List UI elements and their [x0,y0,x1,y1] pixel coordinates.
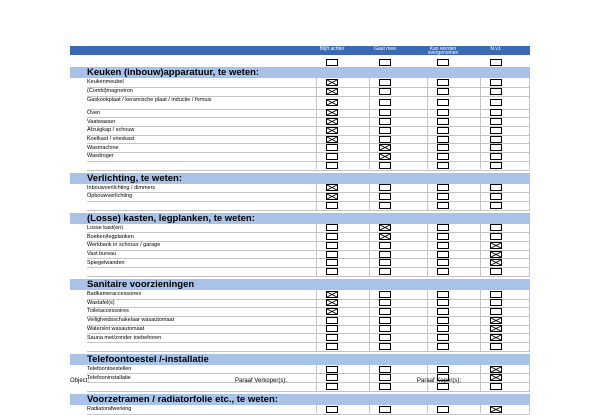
item-label: Wastafel(s) [87,299,115,306]
item-label: Telefoontoestellen [87,365,132,372]
checkbox-unchecked[interactable] [379,299,391,306]
item-label: Boeken/legplanken [87,233,134,240]
item-label: Spiegelwanden [87,259,125,266]
row-divider [87,342,530,343]
section-title: Keuken (inbouw)apparatuur, te weten: [87,67,260,79]
checkbox-unchecked[interactable] [326,383,338,390]
column-divider [427,405,428,414]
row-divider [87,299,530,300]
item-label: Afzuigkap / schouw [87,127,135,134]
footer-buyer-initials-label: Paraaf Koper(s): [417,378,462,384]
checkbox-unchecked[interactable] [379,366,391,373]
column-divider [480,405,481,414]
x-mark-icon [327,110,337,115]
checkbox-checked[interactable] [490,374,502,381]
checkbox-unchecked[interactable] [326,224,338,231]
item-label: Wasmachine [87,144,119,151]
x-mark-icon [380,225,390,230]
checkbox-unchecked[interactable] [437,233,449,240]
column-divider [316,290,317,351]
x-mark-icon [327,194,337,199]
checkbox-unchecked[interactable] [379,79,391,86]
checkbox-unchecked[interactable] [437,259,449,266]
item-label: Vaatwasser [87,118,116,125]
checkbox-unchecked[interactable] [490,268,502,275]
x-mark-icon [327,309,337,314]
column-divider [427,290,428,351]
row-divider [87,192,530,193]
checkbox-unchecked[interactable] [437,291,449,298]
checkbox-checked[interactable] [490,251,502,258]
checkbox-unchecked[interactable] [437,299,449,306]
checkbox-unchecked[interactable] [490,308,502,315]
checkbox-unchecked[interactable] [379,136,391,143]
checkbox-checked[interactable] [326,79,338,86]
checkbox-checked[interactable] [379,153,391,160]
item-label: Toiletaccessoires [87,308,129,315]
section-title: (Losse) kasten, legplanken, te weten: [87,212,255,224]
checkbox-unchecked[interactable] [379,374,391,381]
column-divider [480,365,481,391]
checkbox-unchecked[interactable] [437,334,449,341]
item-label: (Combi)magnetron [87,88,133,95]
row-divider [87,276,530,277]
checkbox-unchecked[interactable] [379,118,391,125]
column-header-4: N.v.t. [490,46,502,52]
checkbox-unchecked[interactable] [326,259,338,266]
checkbox-unchecked[interactable] [437,343,449,350]
checkbox-unchecked[interactable] [326,202,338,209]
checkbox-unchecked[interactable] [379,268,391,275]
checkbox-checked[interactable] [326,118,338,125]
checkbox-unchecked[interactable] [437,366,449,373]
column-divider [529,184,530,210]
item-label: Veiligheidsschakelaar wasautomaat [87,317,175,324]
checkbox-unchecked[interactable] [437,79,449,86]
row-divider [87,143,530,144]
checkbox-unchecked[interactable] [437,88,449,95]
x-mark-icon [327,137,337,142]
column-divider [369,405,370,414]
checkbox-unchecked[interactable] [490,383,502,390]
row-divider [87,391,530,392]
x-mark-icon [380,234,390,239]
row-divider [87,152,530,153]
checkbox-checked[interactable] [379,224,391,231]
checkbox-unchecked[interactable] [379,406,391,413]
checkbox-unchecked[interactable] [437,99,449,106]
item-label: Waterslot wasautomaat [87,325,145,332]
footer-object-label: Object: [70,378,90,384]
item-label: Koelkast / vrieskast [87,135,135,142]
column-divider [529,290,530,351]
item-label: Gaskookplaat / keramische plaat / inductie / fornuis [87,96,212,103]
row-divider [87,87,530,88]
item-label: Opbouwverlichting [87,193,133,200]
checkbox-top-col-1[interactable] [326,59,338,66]
checkbox-unchecked[interactable] [437,325,449,332]
column-divider [369,290,370,351]
checkbox-unchecked[interactable] [437,127,449,134]
column-divider [427,78,428,169]
x-mark-icon [491,407,501,412]
checkbox-unchecked[interactable] [490,127,502,134]
checkbox-unchecked[interactable] [379,317,391,324]
checkbox-unchecked[interactable] [437,162,449,169]
row-divider [87,267,530,268]
checkbox-unchecked[interactable] [326,374,338,381]
checkbox-unchecked[interactable] [490,144,502,151]
x-mark-icon [491,367,501,372]
checkbox-unchecked[interactable] [437,136,449,143]
checkbox-unchecked[interactable] [437,251,449,258]
checkbox-unchecked[interactable] [490,99,502,106]
x-mark-icon [327,185,337,190]
checkbox-unchecked[interactable] [379,109,391,116]
checkbox-unchecked[interactable] [437,202,449,209]
checkbox-top-col-3[interactable] [437,59,449,66]
checkbox-checked[interactable] [379,233,391,240]
checkbox-unchecked[interactable] [437,193,449,200]
checkbox-unchecked[interactable] [490,118,502,125]
checkbox-unchecked[interactable] [379,325,391,332]
checkbox-unchecked[interactable] [490,343,502,350]
column-divider [480,224,481,276]
checkbox-checked[interactable] [326,308,338,315]
item-label: Inbouwverlichting / dimmers [87,184,156,191]
row-divider [87,117,530,118]
row-divider [87,351,530,352]
checkbox-unchecked[interactable] [326,317,338,324]
checkbox-unchecked[interactable] [437,224,449,231]
x-mark-icon [491,260,501,265]
checkbox-unchecked[interactable] [379,259,391,266]
checkbox-unchecked[interactable] [326,268,338,275]
checkbox-checked[interactable] [490,259,502,266]
checkbox-unchecked[interactable] [490,79,502,86]
item-label: Werkbank in schouur / garage [87,242,161,249]
column-divider [316,405,317,414]
column-divider [369,365,370,391]
row-divider [87,109,530,110]
checkbox-unchecked[interactable] [326,144,338,151]
checkbox-unchecked[interactable] [490,291,502,298]
checkbox-checked[interactable] [490,317,502,324]
checkbox-unchecked[interactable] [379,242,391,249]
checkbox-unchecked[interactable] [490,153,502,160]
checkbox-unchecked[interactable] [490,109,502,116]
x-mark-icon [327,119,337,124]
checkbox-unchecked[interactable] [326,251,338,258]
row-divider [87,161,530,162]
row-divider [87,373,530,374]
checkbox-unchecked[interactable] [379,343,391,350]
column-header-row [70,46,530,55]
checkbox-unchecked[interactable] [379,202,391,209]
column-divider [427,184,428,210]
column-header-1: Blijft achter [319,46,345,52]
row-divider [87,250,530,251]
checkbox-unchecked[interactable] [490,233,502,240]
x-mark-icon [327,89,337,94]
column-divider [316,224,317,276]
section-title: Telefoontoestel /-installatie [87,353,209,365]
column-divider [316,184,317,210]
row-divider [87,201,530,202]
checkbox-unchecked[interactable] [379,308,391,315]
checkbox-unchecked[interactable] [437,153,449,160]
checkbox-unchecked[interactable] [379,291,391,298]
checkbox-checked[interactable] [326,299,338,306]
checkbox-unchecked[interactable] [437,118,449,125]
checkbox-checked[interactable] [326,99,338,106]
checkbox-unchecked[interactable] [379,127,391,134]
checkbox-unchecked[interactable] [379,184,391,191]
checkbox-top-col-4[interactable] [490,59,502,66]
checkbox-checked[interactable] [379,144,391,151]
checkbox-unchecked[interactable] [379,99,391,106]
x-mark-icon [491,252,501,257]
row-divider [87,232,530,233]
checkbox-checked[interactable] [326,291,338,298]
checkbox-unchecked[interactable] [326,233,338,240]
checkbox-checked[interactable] [490,334,502,341]
checkbox-unchecked[interactable] [379,88,391,95]
row-divider [87,382,530,383]
checkbox-unchecked[interactable] [437,144,449,151]
row-divider [87,170,530,171]
checkbox-unchecked[interactable] [490,299,502,306]
row-divider [87,126,530,127]
x-mark-icon [327,128,337,133]
checkbox-unchecked[interactable] [326,153,338,160]
checkbox-unchecked[interactable] [326,343,338,350]
section-title: Verlichting, te weten: [87,172,183,184]
checkbox-checked[interactable] [326,127,338,134]
checkbox-unchecked[interactable] [379,334,391,341]
checkbox-unchecked[interactable] [490,162,502,169]
column-divider [529,224,530,276]
column-header-2: Gaat mee [374,46,396,52]
checkbox-unchecked[interactable] [437,109,449,116]
checkbox-unchecked[interactable] [490,88,502,95]
column-divider [480,78,481,169]
checkbox-checked[interactable] [490,325,502,332]
checkbox-unchecked[interactable] [326,325,338,332]
column-divider [369,78,370,169]
checkbox-unchecked[interactable] [437,268,449,275]
row-divider [87,135,530,136]
checkbox-unchecked[interactable] [379,383,391,390]
column-divider [427,224,428,276]
item-label: Wasdroger [87,153,114,160]
checkbox-unchecked[interactable] [490,193,502,200]
section-title: Voorzetramen / radiatorfolie etc., te weten: [87,393,278,405]
checkbox-checked[interactable] [326,136,338,143]
checkbox-unchecked[interactable] [437,406,449,413]
x-mark-icon [491,243,501,248]
checkbox-unchecked[interactable] [490,184,502,191]
column-divider [316,365,317,391]
row-divider [87,414,530,415]
x-mark-icon [327,292,337,297]
checkbox-unchecked[interactable] [326,242,338,249]
column-divider [480,290,481,351]
item-label: Vast bureau [87,250,117,257]
x-mark-icon [380,154,390,159]
checkbox-unchecked[interactable] [379,162,391,169]
checkbox-unchecked[interactable] [326,162,338,169]
x-mark-icon [327,80,337,85]
item-label: Keukenmeubel [87,79,124,86]
item-label: Telefooninstallatie [87,374,131,381]
section-title: Sanitaire voorzieningen [87,278,195,290]
checkbox-checked[interactable] [326,88,338,95]
checkbox-unchecked[interactable] [437,242,449,249]
x-mark-icon [491,335,501,340]
item-label: Sauna met/zonder toebehoren [87,334,162,341]
x-mark-icon [491,318,501,323]
checkbox-checked[interactable] [326,109,338,116]
checkbox-checked[interactable] [326,193,338,200]
column-divider [529,78,530,169]
item-label: Losse kast(en) [87,224,124,231]
x-mark-icon [380,145,390,150]
checkbox-unchecked[interactable] [437,317,449,324]
row-divider [87,210,530,211]
column-header-3: Kan worden overgenomen [427,46,459,56]
checkbox-checked[interactable] [490,406,502,413]
item-label: Radiatorafwerking [87,406,132,412]
checkbox-top-col-2[interactable] [379,59,391,66]
column-divider [316,78,317,169]
row-divider [87,258,530,259]
x-mark-icon [327,300,337,305]
item-label: Oven [87,109,101,116]
checkbox-checked[interactable] [490,366,502,373]
column-divider [369,224,370,276]
checkbox-unchecked[interactable] [326,406,338,413]
checkbox-checked[interactable] [326,184,338,191]
checkbox-unchecked[interactable] [326,334,338,341]
column-divider [480,184,481,210]
row-divider [87,307,530,308]
column-divider [369,184,370,210]
item-label: Badkameraccessoires [87,291,142,297]
checkbox-unchecked[interactable] [379,251,391,258]
checkbox-unchecked[interactable] [437,184,449,191]
checkbox-checked[interactable] [490,242,502,249]
x-mark-icon [491,326,501,331]
column-divider [529,405,530,414]
checkbox-unchecked[interactable] [379,193,391,200]
column-divider [529,365,530,391]
checkbox-unchecked[interactable] [437,308,449,315]
row-divider [87,325,530,326]
x-mark-icon [491,375,501,380]
x-mark-icon [327,100,337,105]
checkbox-unchecked[interactable] [326,366,338,373]
checkbox-unchecked[interactable] [490,136,502,143]
checkbox-unchecked[interactable] [490,202,502,209]
checkbox-unchecked[interactable] [490,224,502,231]
footer-seller-initials-label: Paraaf Verkoper(s): [235,378,288,384]
